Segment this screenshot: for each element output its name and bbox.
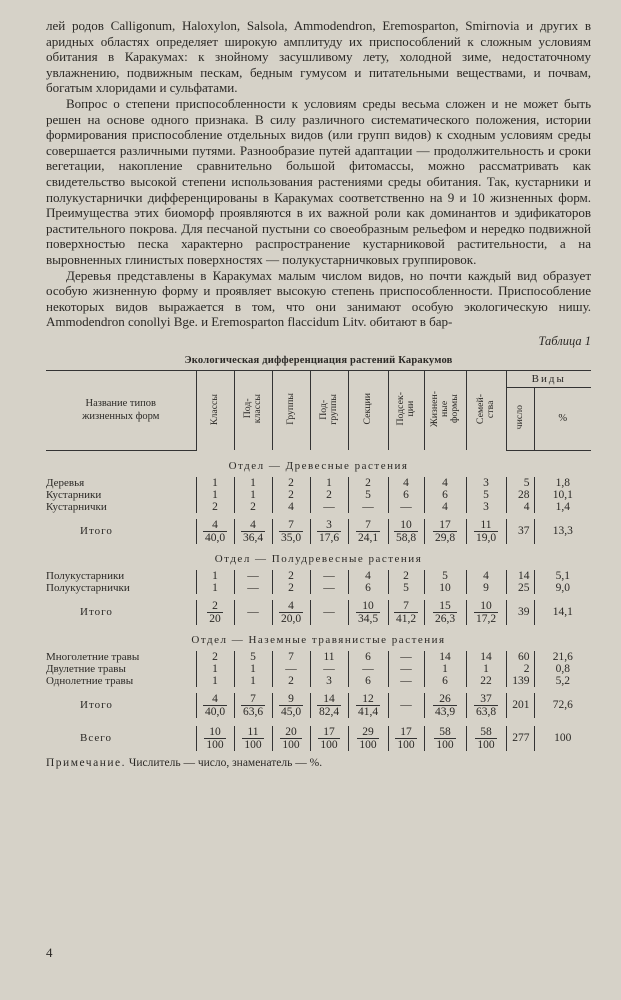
denominator: 41,2 [395, 612, 417, 625]
table-cell: 0,8 [534, 663, 591, 675]
species-percent: 13,3 [534, 519, 591, 544]
total-cell [388, 726, 424, 751]
table-cell: 6 [424, 489, 466, 501]
table-cell: 2 [234, 501, 272, 513]
table-cell: 5 [234, 651, 272, 663]
denominator: 19,0 [475, 531, 497, 544]
table-cell: 4 [388, 477, 424, 489]
total-cell [348, 726, 388, 751]
numerator: 15 [433, 600, 457, 613]
table-cell: 2 [272, 477, 310, 489]
page-number: 4 [46, 945, 53, 960]
denominator: 26,3 [434, 612, 456, 625]
total-cell [348, 600, 388, 625]
table-cell: 14 [506, 570, 534, 582]
row-name: Полукустарники [46, 569, 125, 582]
total-cell [348, 693, 388, 718]
table-cell: 21,6 [534, 651, 591, 663]
name-column-header: Название типов жизненных форм [46, 370, 196, 450]
total-cell [196, 693, 234, 718]
body-text [46, 18, 591, 330]
row-name: Итого [80, 606, 113, 619]
numerator: 10 [204, 726, 225, 739]
total-row [46, 600, 591, 625]
total-cell [466, 726, 506, 751]
table-cell: — [348, 663, 388, 675]
paragraph-text: Вопрос о степени приспособленности к условиям среды весьма сложен и не может быть решен на основе одного признака. В силу различного систематического положения, истории формирования приспособление отдельных видов (или групп видов) к сходным условиям среды совершается различными путями. Разнообразие путей адаптации — продолжительность и сроки вегетации, накопление сравнительно большой фитомассы, можно рассматривать как свидетельство высокой степени использования растениями среды обитания. Так, кустарники и полукустарнички дифференцированы в Каракумах соответственно на 9 и 10 жизненных форм. Преимущества этих биоморф проявляются в их важной роли как доминантов и эдификаторов растительного покрова. Для песчаной пустыни со своеобразным рельефом и нередко подвижной поверхностью песка характерно распространение кустарниковой растительности, а на выровненных глинистых поверхностях — полукустарничковых группировок. [46, 95, 591, 267]
numerator: 17 [318, 726, 339, 739]
numerator: 58 [475, 726, 496, 739]
total-cell [348, 519, 388, 544]
table-cell: 10,1 [534, 489, 591, 501]
total-cell [424, 726, 466, 751]
total-cell [196, 519, 234, 544]
column-header: Семей- ства [466, 370, 506, 450]
table-reference: Таблица 1 [538, 333, 591, 348]
table-cell: 60 [506, 651, 534, 663]
table-cell: 2 [272, 675, 310, 687]
denominator: 41,4 [357, 705, 379, 718]
total-cell [424, 519, 466, 544]
denominator: 100 [244, 738, 262, 751]
denominator: 100 [320, 738, 338, 751]
row-name: Всего [80, 732, 112, 745]
table-cell: 5,2 [534, 675, 591, 687]
table-row [46, 570, 591, 582]
table-cell: 3 [466, 501, 506, 513]
table-cell: 2 [506, 663, 534, 675]
denominator: 45,0 [280, 705, 302, 718]
species-header: Виды [506, 370, 591, 387]
paragraph [46, 96, 591, 268]
total-row [46, 726, 591, 751]
denominator: 63,8 [475, 705, 497, 718]
table-title: Экологическая дифференциация растений Каракумов [184, 354, 453, 366]
numerator: 17 [395, 726, 416, 739]
table-cell: 6 [348, 675, 388, 687]
numerator: 4 [279, 600, 303, 613]
table-cell: 4 [272, 501, 310, 513]
row-name: Кустарнички [46, 500, 107, 513]
row-name: Кустарники [46, 488, 102, 501]
table-cell: 4 [348, 570, 388, 582]
table-cell: 9 [466, 582, 506, 594]
table-cell: — [234, 570, 272, 582]
total-cell [272, 726, 310, 751]
table-cell: 6 [348, 582, 388, 594]
table-cell: 3 [310, 675, 348, 687]
table-cell: 4 [424, 477, 466, 489]
table-header [46, 370, 591, 450]
table-cell: 1 [196, 675, 234, 687]
table-cell: 5,1 [534, 570, 591, 582]
table-cell: 22 [466, 675, 506, 687]
total-cell: — [388, 693, 424, 718]
table-cell: — [310, 570, 348, 582]
table-cell: 2 [272, 489, 310, 501]
table-cell: — [310, 663, 348, 675]
column-header: Секции [348, 370, 388, 450]
denominator: 20,0 [280, 612, 302, 625]
numerator: 2 [207, 600, 223, 613]
numerator: 4 [241, 519, 265, 532]
table-cell: — [388, 501, 424, 513]
row-name: Полукустарнички [46, 581, 130, 594]
total-cell [234, 726, 272, 751]
table-cell: 28 [506, 489, 534, 501]
species-count: 201 [506, 693, 534, 718]
column-header: Под- группы [310, 370, 348, 450]
numerator: 10 [394, 519, 418, 532]
species-count-header: число [506, 387, 534, 450]
table-cell: 2 [310, 489, 348, 501]
denominator: 100 [359, 738, 377, 751]
denominator: 100 [397, 738, 415, 751]
table-cell: 1 [196, 663, 234, 675]
table-cell: 6 [424, 675, 466, 687]
row-name: Однолетние травы [46, 674, 134, 687]
table-row [46, 651, 591, 663]
total-cell [466, 693, 506, 718]
column-header: Группы [272, 370, 310, 450]
table-cell: 139 [506, 675, 534, 687]
denominator: 17,6 [318, 531, 340, 544]
species-count: 277 [506, 726, 534, 751]
denominator: 100 [436, 738, 454, 751]
table-cell: — [388, 663, 424, 675]
numerator: 7 [241, 693, 265, 706]
section-title: Отдел — Наземные травянистые растения [191, 633, 446, 646]
total-cell [388, 519, 424, 544]
numerator: 4 [203, 693, 227, 706]
numerator: 7 [394, 600, 418, 613]
denominator: 82,4 [318, 705, 340, 718]
denominator: 40,0 [204, 705, 226, 718]
total-cell [234, 693, 272, 718]
numerator: 20 [280, 726, 301, 739]
table-cell: 11 [310, 651, 348, 663]
table-cell: — [388, 675, 424, 687]
table-cell: 5 [466, 489, 506, 501]
table-body [46, 450, 591, 751]
species-count: 39 [506, 600, 534, 625]
table-cell: 1 [196, 582, 234, 594]
numerator: 10 [356, 600, 380, 613]
column-header: Классы [196, 370, 234, 450]
total-cell [424, 693, 466, 718]
table-cell: — [272, 663, 310, 675]
table-cell: 1 [310, 477, 348, 489]
total-cell: — [234, 600, 272, 625]
denominator: 100 [477, 738, 495, 751]
total-cell [310, 726, 348, 751]
numerator: 9 [279, 693, 303, 706]
table-cell: 1 [234, 663, 272, 675]
table-cell: 7 [272, 651, 310, 663]
table-cell: 9,0 [534, 582, 591, 594]
species-percent: 72,6 [534, 693, 591, 718]
table-cell: 1 [234, 489, 272, 501]
species-percent-header: % [534, 387, 591, 450]
table-row [46, 477, 591, 489]
total-cell [272, 519, 310, 544]
denominator: 63,6 [242, 705, 264, 718]
table-cell: 2 [272, 570, 310, 582]
denominator: 40,0 [204, 531, 226, 544]
denominator: 34,5 [357, 612, 379, 625]
table-cell: — [348, 501, 388, 513]
table-cell: — [234, 582, 272, 594]
paragraph-text: лей родов Calligonum, Haloxylon, Salsola, Ammodendron, Eremosparton, Smirnovia и других в аридных областях определяет широкую амплитуду их приспособлений к сложным условиям обитания в Каракумах: к знойному засушливому лету, холодной зиме, недостаточному увлажнению, подвижным пескам, бедным гумусом и питательными веществами, и почвам, богатым хлоридами и сульфатами. [46, 18, 591, 96]
denominator: 100 [282, 738, 300, 751]
numerator: 17 [433, 519, 457, 532]
paragraph [46, 268, 591, 330]
row-name: Многолетние травы [46, 650, 140, 663]
table-cell: — [388, 651, 424, 663]
denominator: 24,1 [357, 531, 379, 544]
table-cell: 14 [466, 651, 506, 663]
column-header: Под- классы [234, 370, 272, 450]
table-cell: 4 [424, 501, 466, 513]
ecological-table [46, 370, 591, 751]
numerator: 11 [242, 726, 263, 739]
section-title: Отдел — Древесные растения [228, 459, 409, 472]
table-row [46, 675, 591, 687]
species-percent: 14,1 [534, 600, 591, 625]
table-cell: 4 [466, 570, 506, 582]
total-cell [388, 600, 424, 625]
table-row [46, 501, 591, 513]
total-cell [310, 519, 348, 544]
species-percent: 100 [534, 726, 591, 751]
denominator: 58,8 [395, 531, 417, 544]
total-cell [466, 600, 506, 625]
numerator: 37 [474, 693, 498, 706]
table-cell: 4 [506, 501, 534, 513]
denominator: 20 [209, 612, 221, 625]
row-name: Итого [80, 699, 113, 712]
denominator: 17,2 [475, 612, 497, 625]
table-cell: 5 [348, 489, 388, 501]
section-title: Отдел — Полудревесные растения [214, 552, 423, 565]
denominator: 43,9 [434, 705, 456, 718]
table-cell: 1,8 [534, 477, 591, 489]
table-cell: 5 [506, 477, 534, 489]
total-cell [466, 519, 506, 544]
numerator: 4 [203, 519, 227, 532]
table-cell: 1 [424, 663, 466, 675]
total-cell: — [310, 600, 348, 625]
table-cell: 1 [234, 477, 272, 489]
table-cell: 1,4 [534, 501, 591, 513]
column-header: Подсек- ции [388, 370, 424, 450]
numerator: 12 [356, 693, 380, 706]
species-count: 37 [506, 519, 534, 544]
table-cell: 1 [196, 489, 234, 501]
table-row [46, 489, 591, 501]
row-name: Итого [80, 525, 113, 538]
numerator: 58 [434, 726, 455, 739]
numerator: 29 [357, 726, 378, 739]
table-cell: 6 [388, 489, 424, 501]
table-row [46, 663, 591, 675]
numerator: 3 [317, 519, 341, 532]
table-row [46, 582, 591, 594]
table-cell: 25 [506, 582, 534, 594]
row-name: Двулетние травы [46, 662, 126, 675]
numerator: 7 [356, 519, 380, 532]
table-cell: 2 [348, 477, 388, 489]
total-cell [234, 519, 272, 544]
column-header: Жизнен- ные формы [424, 370, 466, 450]
numerator: 7 [279, 519, 303, 532]
table-cell: 2 [388, 570, 424, 582]
table-cell: 14 [424, 651, 466, 663]
total-cell [424, 600, 466, 625]
table-cell: 1 [196, 477, 234, 489]
table-cell: — [310, 582, 348, 594]
table-cell: 1 [234, 675, 272, 687]
numerator: 11 [474, 519, 498, 532]
numerator: 10 [474, 600, 498, 613]
total-cell [196, 600, 234, 625]
table-cell: — [310, 501, 348, 513]
denominator: 29,8 [434, 531, 456, 544]
table-cell: 5 [424, 570, 466, 582]
paragraph-text: Деревья представлены в Каракумах малым числом видов, но почти каждый вид образует особую жизненную форму и проявляет высокую степень приспособленности. Приспособление некоторых видов выражается в том, что они занимают особую экологическую нишу. Ammodendron conollyi Bge. и Eremosparton flaccidum Litv. обитают в бар- [46, 267, 591, 330]
total-cell [310, 693, 348, 718]
total-row [46, 519, 591, 544]
row-name: Деревья [46, 476, 85, 489]
table-cell: 2 [272, 582, 310, 594]
total-cell [196, 726, 234, 751]
table-cell: 3 [466, 477, 506, 489]
denominator: 100 [206, 738, 224, 751]
denominator: 36,4 [242, 531, 264, 544]
note-label: Примечание. [46, 756, 126, 769]
table-cell: 1 [196, 570, 234, 582]
note-text: Числитель — число, знаменатель — %. [128, 756, 323, 769]
table-cell: 6 [348, 651, 388, 663]
table-cell: 10 [424, 582, 466, 594]
table-cell: 2 [196, 501, 234, 513]
table-cell: 5 [388, 582, 424, 594]
numerator: 26 [433, 693, 457, 706]
total-cell [272, 693, 310, 718]
paragraph [46, 18, 591, 96]
table-cell: 1 [466, 663, 506, 675]
total-row [46, 693, 591, 718]
table-note [46, 757, 591, 769]
numerator: 14 [317, 693, 341, 706]
table-cell: 2 [196, 651, 234, 663]
total-cell [272, 600, 310, 625]
denominator: 35,0 [280, 531, 302, 544]
